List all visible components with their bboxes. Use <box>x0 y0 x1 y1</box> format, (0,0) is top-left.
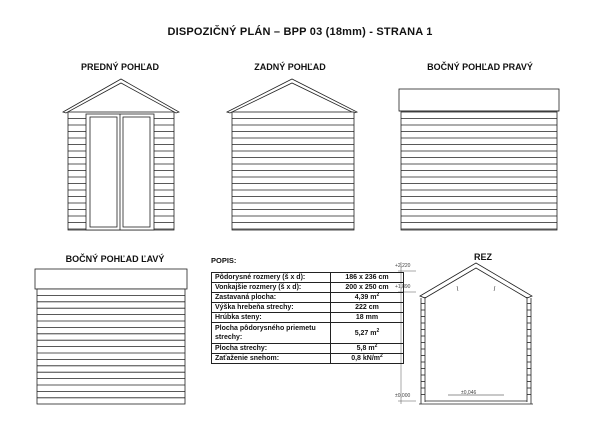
spec-row <box>212 344 404 354</box>
section-drawing <box>419 263 533 404</box>
spec-row <box>212 273 404 283</box>
spec-label: Pôdorysné rozmery (š x d): <box>212 273 331 283</box>
spec-label: Výška hrebeňa strechy: <box>212 303 331 313</box>
spec-row <box>212 293 404 303</box>
front-view-drawing <box>63 79 179 230</box>
side-right-drawing <box>399 89 559 230</box>
spec-row <box>212 354 404 364</box>
dim-floor: ±0,000 <box>395 393 411 399</box>
dim-eave: +1,890 <box>395 284 411 290</box>
spec-row <box>212 313 404 323</box>
spec-value: 200 x 250 cm <box>331 283 404 293</box>
label-front-view: PREDNÝ POHĽAD <box>80 62 159 72</box>
spec-row <box>212 323 404 344</box>
spec-value: 222 cm <box>331 303 404 313</box>
spec-value: 5,8 $m^2$ <box>331 344 404 354</box>
label-side-left-view: BOČNÝ POHĽAD ĽAVÝ <box>65 254 165 264</box>
spec-row <box>212 283 404 293</box>
spec-value: 186 x 236 cm <box>331 273 404 283</box>
spec-label: Vonkajšie rozmery (š x d): <box>212 283 331 293</box>
spec-label: Zaťaženie snehom: <box>212 354 331 364</box>
spec-label: Zastavaná plocha: <box>212 293 331 303</box>
spec-label: Plocha strechy: <box>212 344 331 354</box>
label-section-view: REZ <box>474 252 492 262</box>
spec-value: 18 mm <box>331 313 404 323</box>
spec-value: 0,8 $kN/m^2$ <box>331 354 404 364</box>
side-left-drawing <box>35 269 187 404</box>
spec-label: Hrúbka steny: <box>212 313 331 323</box>
spec-label: Plocha pôdorysného priemetu strechy: <box>212 323 331 344</box>
specs-table <box>211 272 404 364</box>
specs-heading: POPIS: <box>211 256 237 265</box>
spec-value: 4,39 $m^2$ <box>331 293 404 303</box>
label-side-right-view: BOČNÝ POHĽAD PRAVÝ <box>427 62 533 72</box>
dim-top: +2,220 <box>395 263 411 269</box>
page-title: DISPOZIČNÝ PLÁN – BPP 03 (18mm) - STRANA 1 <box>167 26 433 38</box>
spec-row <box>212 303 404 313</box>
rear-view-drawing <box>227 79 357 230</box>
dim-base: ±0,046 <box>461 390 477 396</box>
spec-value: 5,27 $m^2$ <box>331 323 404 344</box>
label-rear-view: ZADNÝ POHĽAD <box>254 62 326 72</box>
